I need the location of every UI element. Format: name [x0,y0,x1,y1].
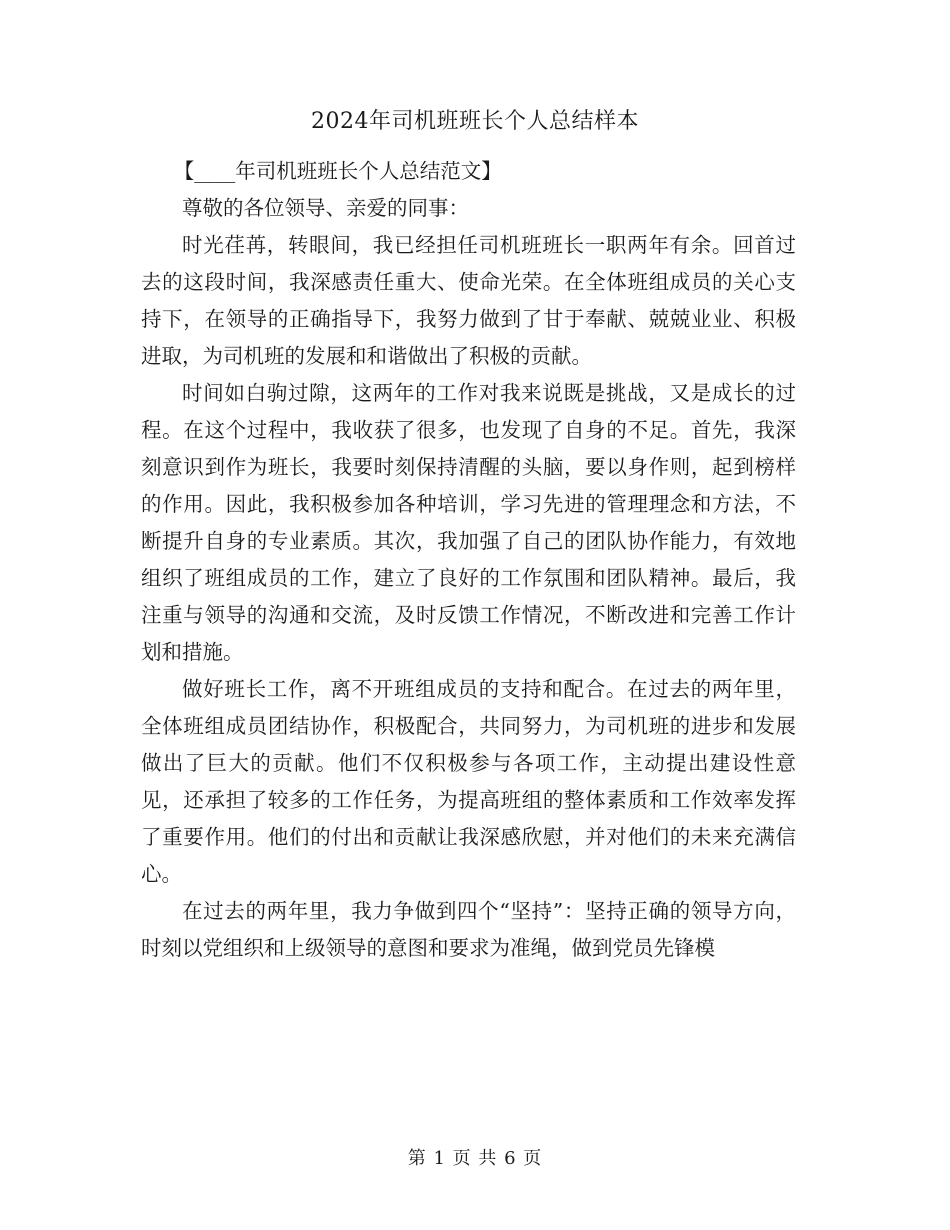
body-paragraph: 时光荏苒，转眼间，我已经担任司机班班长一职两年有余。回首过去的这段时间，我深感责任重大、使命光荣。在全体班组成员的关心支持下，在领导的正确指导下，我努力做到了甘于奉献、兢兢业业、积极进取，为司机班的发展和和谐做出了积极的贡献。 [141,233,796,368]
body-paragraph: 在过去的两年里，我力争做到四个“坚持”：坚持正确的领导方向，时刻以党组织和上级领导的意图和要求为准绳，做到党员先锋模 [141,899,796,960]
body-paragraph: 时间如白驹过隙，这两年的工作对我来说既是挑战，又是成长的过程。在这个过程中，我收获了很多，也发现了自身的不足。首先，我深刻意识到作为班长，我要时刻保持清醒的头脑，要以身作则，起到榜样的作用。因此，我积极参加各种培训，学习先进的管理理念和方法，不断提升自身的专业素质。其次，我加强了自己的团队协作能力，有效地组织了班组成员的工作，建立了良好的工作氛围和团队精神。最后，我注重与领导的沟通和交流，及时反馈工作情况，不断改进和完善工作计划和措施。 [141,381,796,664]
page-footer: 第 1 页 共 6 页 [407,1148,543,1169]
document-subtitle: 【____年司机班班长个人总结范文】 [173,159,502,183]
document-title: 2024年司机班班长个人总结样本 [311,109,639,134]
salutation: 尊敬的各位领导、亲爱的同事： [182,196,469,220]
body-paragraph: 做好班长工作，离不开班组成员的支持和配合。在过去的两年里，全体班组成员团结协作，积极配合，共同努力，为司机班的进步和发展做出了巨大的贡献。他们不仅积极参与各项工作，主动提出建设性意见，还承担了较多的工作任务，为提高班组的整体素质和工作效率发挥了重要作用。他们的付出和贡献让我深感欣慰，并对他们的未来充满信心。 [141,677,796,886]
document-body [141,153,796,967]
